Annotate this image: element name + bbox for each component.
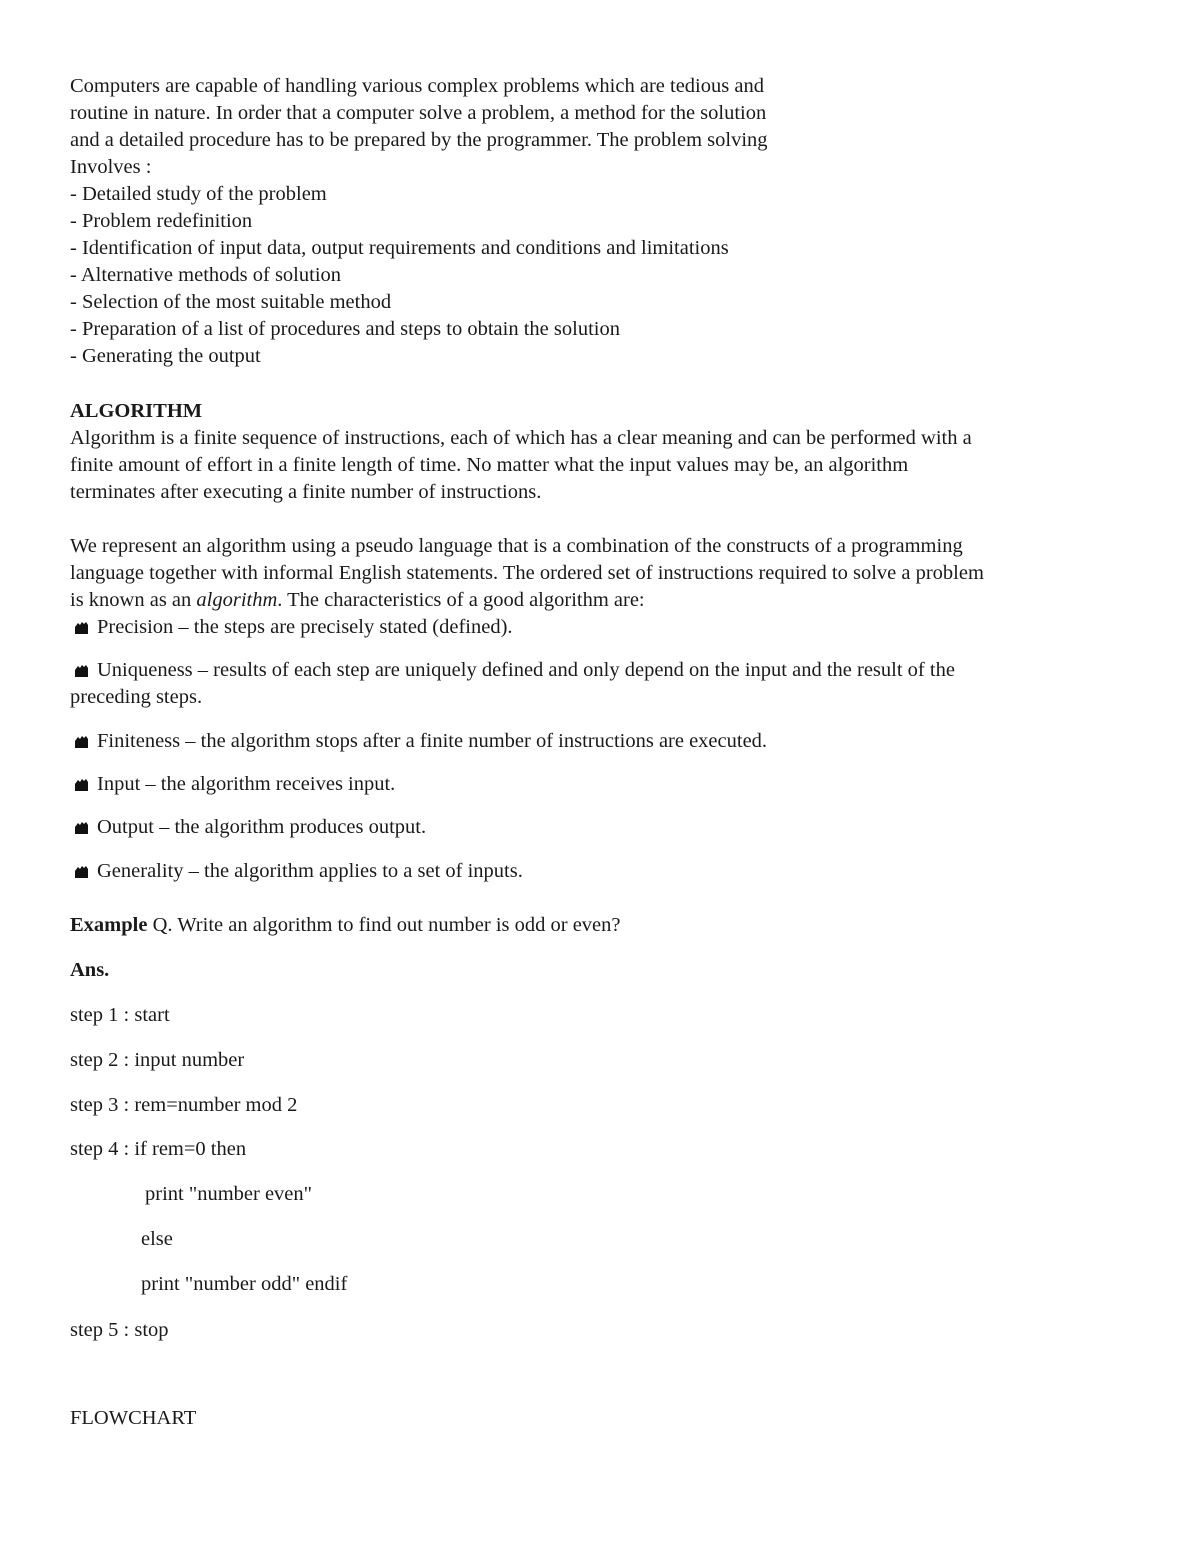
step-4: step 4 : if rem=0 then bbox=[70, 1138, 247, 1160]
bullet-hand-icon bbox=[74, 735, 89, 748]
representation-line-2: language together with informal English statements. The ordered set of instructions required to solve a problem bbox=[70, 562, 984, 584]
intro-line-4: Involves : bbox=[70, 156, 152, 178]
list-item: - Detailed study of the problem bbox=[70, 183, 327, 205]
characteristic-item bbox=[70, 731, 767, 752]
answer-label: Ans. bbox=[70, 959, 110, 981]
example-question bbox=[70, 915, 621, 936]
bullet-hand-icon bbox=[74, 621, 89, 634]
characteristic-item bbox=[70, 817, 426, 838]
intro-line-1: Computers are capable of handling various complex problems which are tedious and bbox=[70, 75, 764, 97]
characteristic-text: Precision – the steps are precisely stated (defined). bbox=[97, 616, 513, 638]
characteristic-text: Input – the algorithm receives input. bbox=[97, 773, 396, 795]
algorithm-heading: ALGORITHM bbox=[70, 400, 203, 422]
bullet-hand-icon bbox=[74, 778, 89, 791]
representation-suffix: . The characteristics of a good algorithm are: bbox=[277, 589, 645, 611]
characteristic-text: Uniqueness – results of each step are uniquely defined and only depend on the input and the result of the bbox=[97, 659, 955, 681]
algorithm-term: algorithm bbox=[196, 589, 278, 611]
step-1: step 1 : start bbox=[70, 1004, 170, 1026]
else-branch: else bbox=[141, 1228, 173, 1250]
representation-line-1: We represent an algorithm using a pseudo language that is a combination of the constructs of a programming bbox=[70, 535, 963, 557]
representation-prefix: is known as an bbox=[70, 589, 197, 611]
step-3: step 3 : rem=number mod 2 bbox=[70, 1094, 298, 1116]
print-even: print "number even" bbox=[145, 1183, 313, 1205]
step-5: step 5 : stop bbox=[70, 1319, 169, 1341]
intro-line-3: and a detailed procedure has to be prepared by the programmer. The problem solving bbox=[70, 129, 768, 151]
characteristic-item bbox=[70, 861, 523, 882]
algorithm-definition-line-2: finite amount of effort in a finite length of time. No matter what the input values may be, an algorithm bbox=[70, 454, 909, 476]
list-item: - Problem redefinition bbox=[70, 210, 253, 232]
bullet-hand-icon bbox=[74, 821, 89, 834]
bullet-hand-icon bbox=[74, 664, 89, 677]
list-item: - Selection of the most suitable method bbox=[70, 291, 392, 313]
characteristic-item bbox=[70, 617, 513, 638]
list-item: - Generating the output bbox=[70, 345, 261, 367]
list-item: - Identification of input data, output requirements and conditions and limitations bbox=[70, 237, 729, 259]
list-item: - Alternative methods of solution bbox=[70, 264, 342, 286]
characteristic-item bbox=[70, 660, 955, 681]
bullet-hand-icon bbox=[74, 865, 89, 878]
intro-line-2: routine in nature. In order that a computer solve a problem, a method for the solution bbox=[70, 102, 767, 124]
step-2: step 2 : input number bbox=[70, 1049, 245, 1071]
example-question-text: Q. Write an algorithm to find out number is odd or even? bbox=[147, 914, 621, 936]
characteristic-item bbox=[70, 774, 395, 795]
characteristic-text: Generality – the algorithm applies to a set of inputs. bbox=[97, 860, 523, 882]
characteristic-text: Output – the algorithm produces output. bbox=[97, 816, 427, 838]
flowchart-heading: FLOWCHART bbox=[70, 1407, 197, 1429]
list-item: - Preparation of a list of procedures and steps to obtain the solution bbox=[70, 318, 620, 340]
algorithm-definition-line-3: terminates after executing a finite number of instructions. bbox=[70, 481, 542, 503]
representation-line-3 bbox=[70, 590, 645, 611]
characteristic-text: Finiteness – the algorithm stops after a finite number of instructions are executed. bbox=[97, 730, 768, 752]
print-odd: print "number odd" endif bbox=[141, 1273, 348, 1295]
characteristic-continuation: preceding steps. bbox=[70, 686, 203, 708]
example-label: Example bbox=[70, 914, 148, 936]
algorithm-definition-line-1: Algorithm is a finite sequence of instructions, each of which has a clear meaning and can be performed with a bbox=[70, 427, 972, 449]
